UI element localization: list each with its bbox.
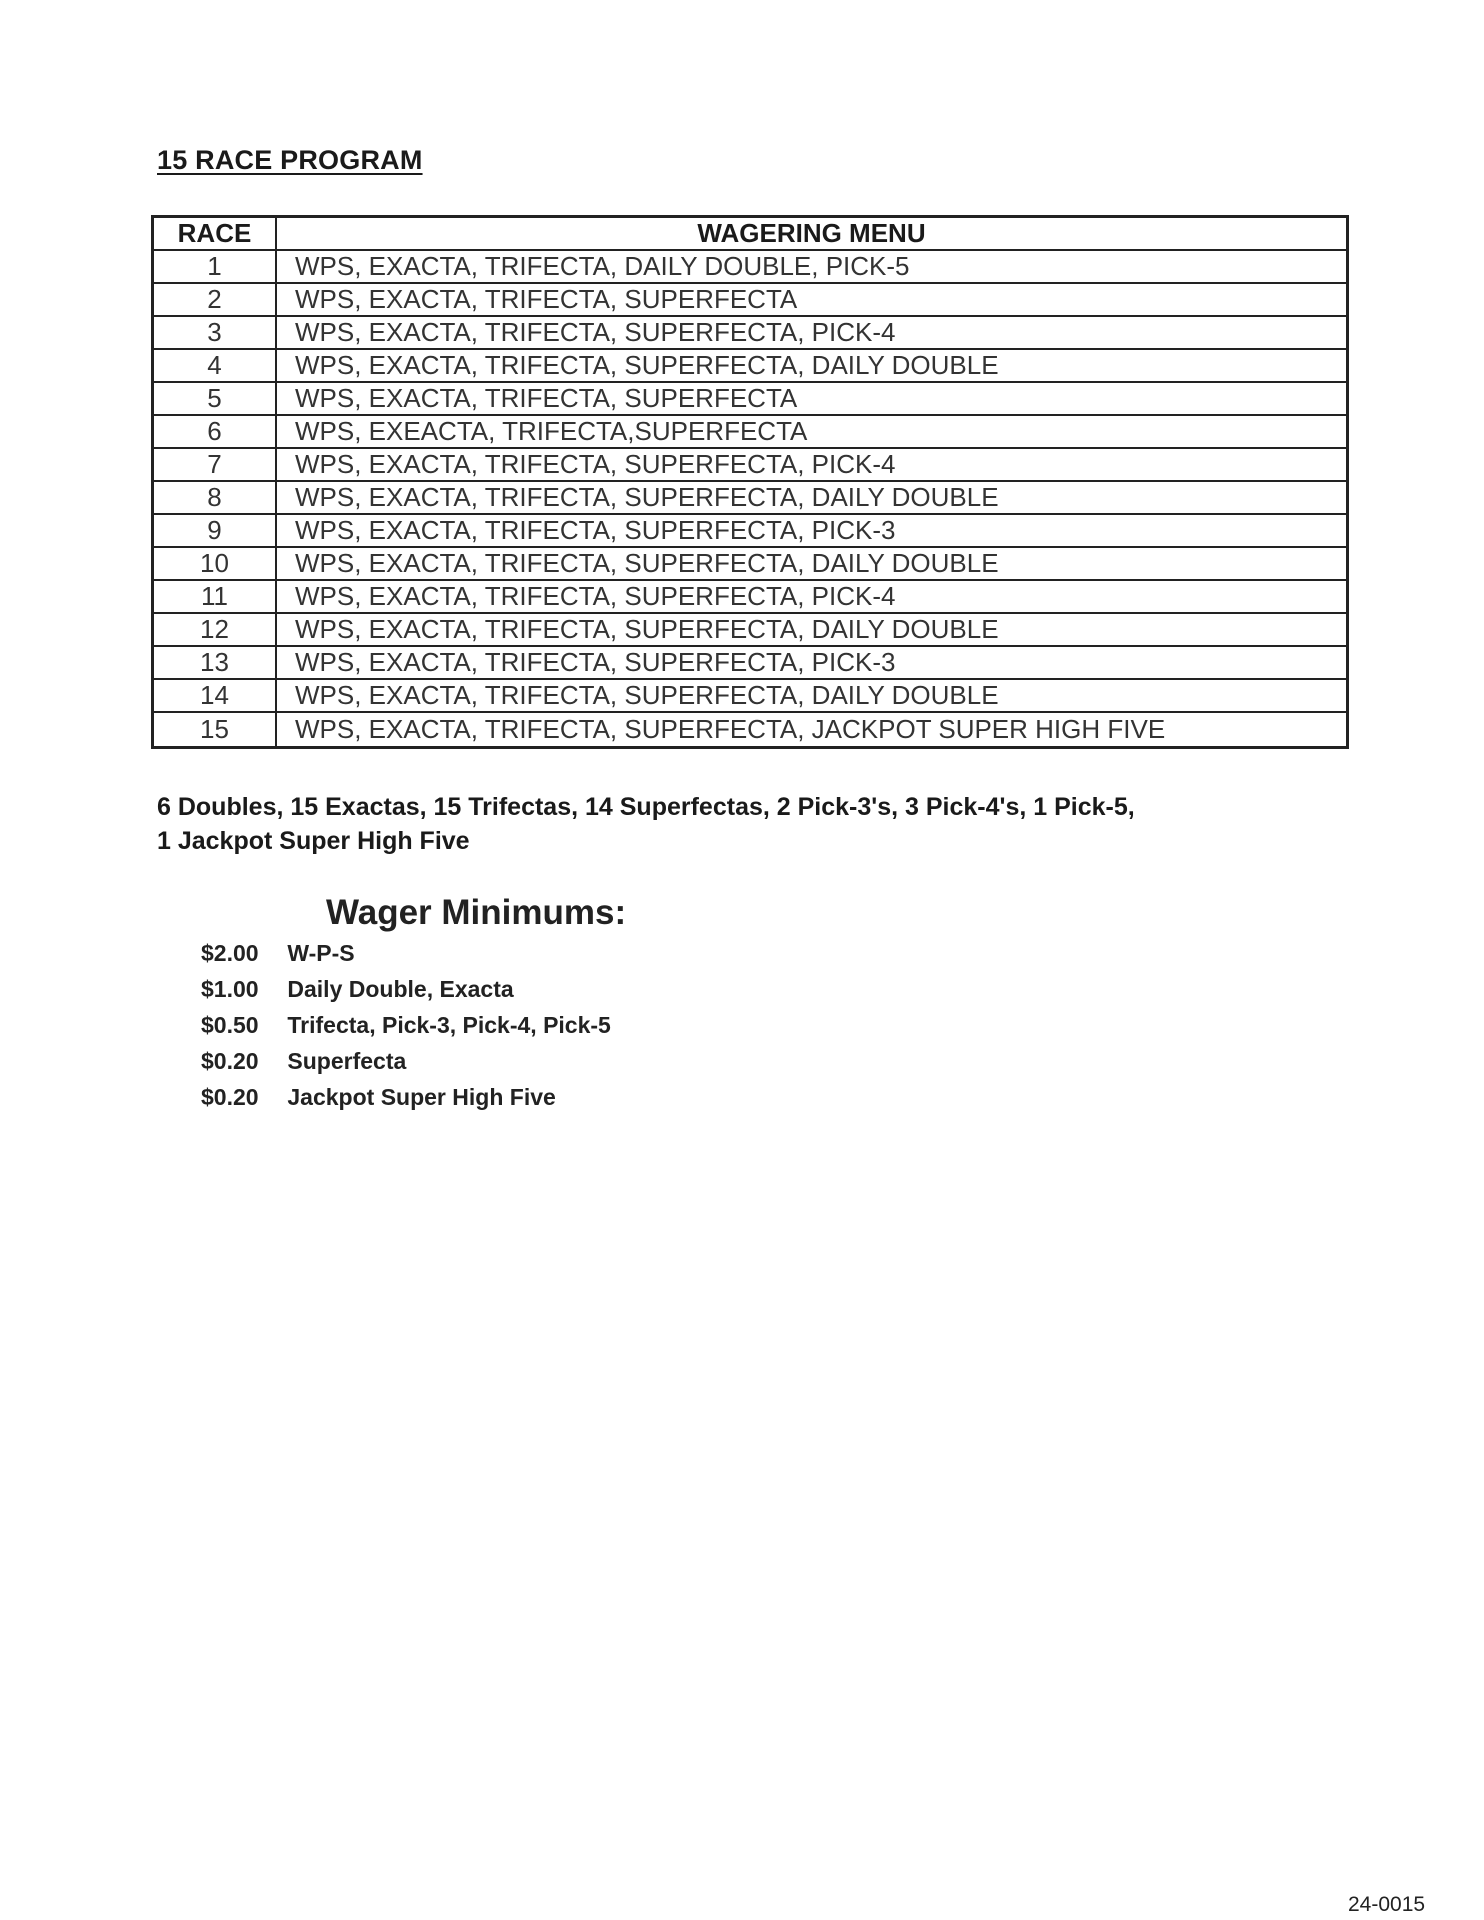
table-row: [153, 481, 1348, 514]
table-row: [153, 613, 1348, 646]
race-number: 11: [153, 580, 277, 613]
minimum-bet-types: Trifecta, Pick-3, Pick-4, Pick-5: [287, 1012, 611, 1038]
wager-minimums-heading: Wager Minimums:: [326, 893, 627, 932]
wagering-menu-column-header: WAGERING MENU: [276, 217, 1348, 251]
race-number: 1: [153, 250, 277, 283]
table-row: [153, 679, 1348, 712]
table-row: [153, 712, 1348, 748]
table-row: [153, 349, 1348, 382]
wagering-table: [151, 215, 1349, 749]
table-row: [153, 382, 1348, 415]
wagering-menu-cell: WPS, EXEACTA, TRIFECTA,SUPERFECTA: [276, 415, 1348, 448]
minimum-bet-types: W-P-S: [287, 940, 355, 966]
table-header-row: [153, 217, 1348, 251]
wagering-menu-cell: WPS, EXACTA, TRIFECTA, SUPERFECTA, PICK-4: [276, 316, 1348, 349]
wagering-menu-cell: WPS, EXACTA, TRIFECTA, SUPERFECTA, PICK-4: [276, 580, 1348, 613]
wagering-menu-cell: WPS, EXACTA, TRIFECTA, SUPERFECTA, DAILY DOUBLE: [276, 547, 1348, 580]
minimum-bet-types: Daily Double, Exacta: [287, 976, 514, 1002]
minimum-amount: $0.50: [201, 1012, 259, 1038]
wager-summary: [157, 790, 1307, 858]
table-row: [153, 547, 1348, 580]
list-item: [201, 1043, 611, 1079]
minimum-bet-types: Jackpot Super High Five: [287, 1084, 556, 1110]
table-row: [153, 580, 1348, 613]
wagering-menu-cell: WPS, EXACTA, TRIFECTA, SUPERFECTA, DAILY DOUBLE: [276, 481, 1348, 514]
wagering-menu-cell: WPS, EXACTA, TRIFECTA, SUPERFECTA, DAILY DOUBLE: [276, 613, 1348, 646]
wager-minimums-list: [201, 935, 611, 1115]
wagering-menu-cell: WPS, EXACTA, TRIFECTA, DAILY DOUBLE, PICK-5: [276, 250, 1348, 283]
race-column-header: RACE: [153, 217, 277, 251]
wagering-menu-cell: WPS, EXACTA, TRIFECTA, SUPERFECTA, DAILY DOUBLE: [276, 349, 1348, 382]
table-row: [153, 316, 1348, 349]
minimum-amount: $1.00: [201, 976, 259, 1002]
wagering-menu-cell: WPS, EXACTA, TRIFECTA, SUPERFECTA, PICK-4: [276, 448, 1348, 481]
race-number: 12: [153, 613, 277, 646]
page-title: 15 RACE PROGRAM: [157, 145, 423, 175]
table-row: [153, 250, 1348, 283]
summary-line: 1 Jackpot Super High Five: [157, 827, 470, 855]
list-item: [201, 1079, 611, 1115]
race-number: 4: [153, 349, 277, 382]
race-number: 5: [153, 382, 277, 415]
wagering-menu-cell: WPS, EXACTA, TRIFECTA, SUPERFECTA: [276, 382, 1348, 415]
race-number: 14: [153, 679, 277, 712]
table-row: [153, 448, 1348, 481]
race-number: 9: [153, 514, 277, 547]
wagering-menu-cell: WPS, EXACTA, TRIFECTA, SUPERFECTA, PICK-3: [276, 514, 1348, 547]
minimum-amount: $0.20: [201, 1048, 259, 1074]
race-number: 3: [153, 316, 277, 349]
document-number: 24-0015: [1348, 1893, 1426, 1916]
minimum-amount: $2.00: [201, 940, 259, 966]
list-item: [201, 971, 611, 1007]
list-item: [201, 935, 611, 971]
minimum-bet-types: Superfecta: [287, 1048, 407, 1074]
wagering-menu-cell: WPS, EXACTA, TRIFECTA, SUPERFECTA, JACKPOT SUPER HIGH FIVE: [276, 712, 1348, 748]
race-number: 13: [153, 646, 277, 679]
wagering-menu-cell: WPS, EXACTA, TRIFECTA, SUPERFECTA: [276, 283, 1348, 316]
race-number: 8: [153, 481, 277, 514]
race-number: 2: [153, 283, 277, 316]
race-number: 10: [153, 547, 277, 580]
race-number: 7: [153, 448, 277, 481]
table-row: [153, 646, 1348, 679]
list-item: [201, 1007, 611, 1043]
wagering-menu-cell: WPS, EXACTA, TRIFECTA, SUPERFECTA, DAILY DOUBLE: [276, 679, 1348, 712]
race-number: 15: [153, 712, 277, 748]
table-row: [153, 415, 1348, 448]
summary-line: 6 Doubles, 15 Exactas, 15 Trifectas, 14 Superfectas, 2 Pick-3's, 3 Pick-4's, 1 Pick-5,: [157, 793, 1135, 821]
table-row: [153, 514, 1348, 547]
minimum-amount: $0.20: [201, 1084, 259, 1110]
wagering-menu-cell: WPS, EXACTA, TRIFECTA, SUPERFECTA, PICK-3: [276, 646, 1348, 679]
table-row: [153, 283, 1348, 316]
race-number: 6: [153, 415, 277, 448]
